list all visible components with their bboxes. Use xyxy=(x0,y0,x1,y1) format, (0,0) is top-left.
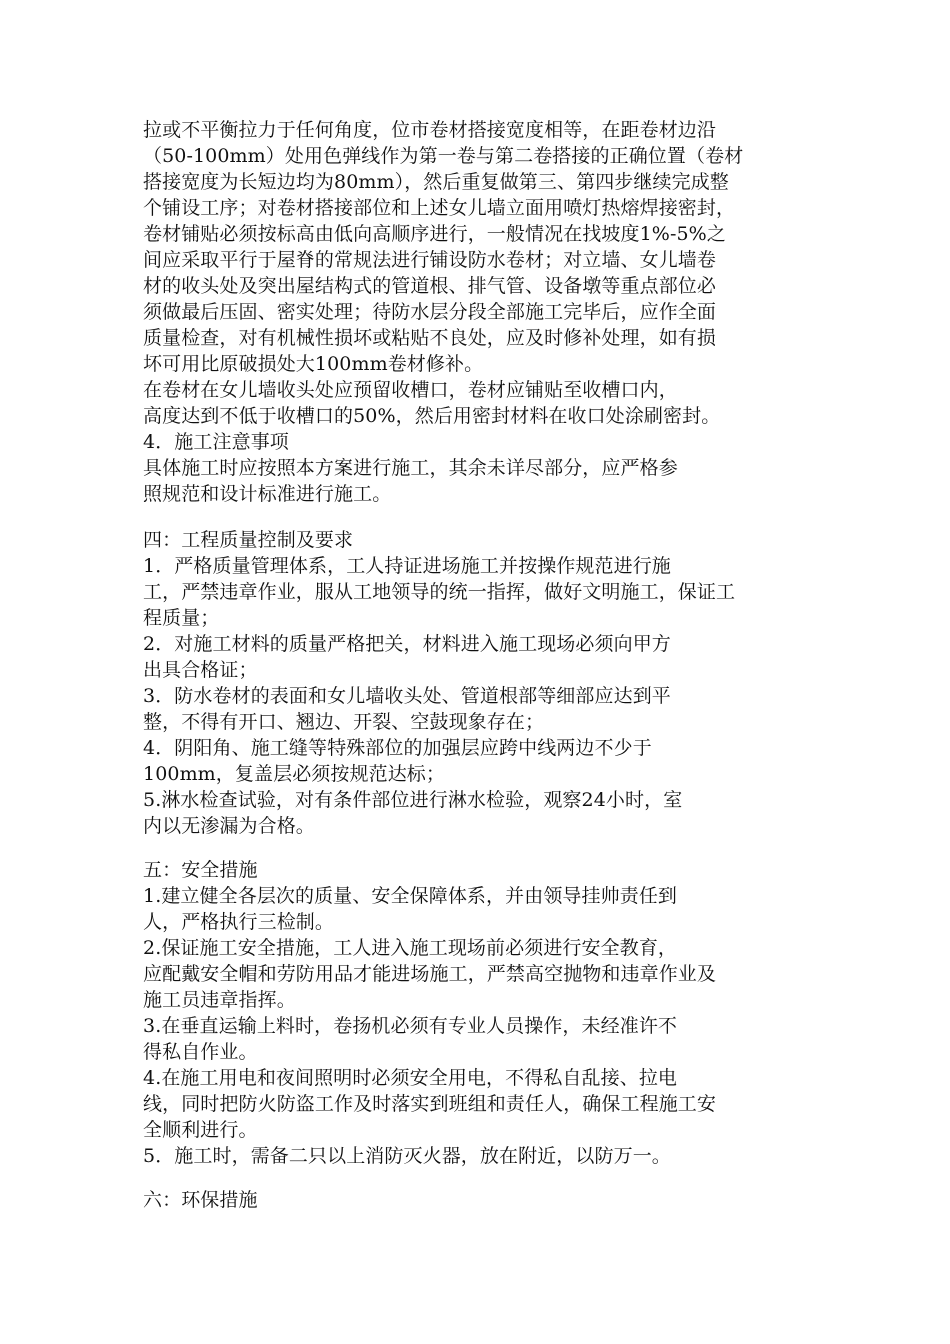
text-line: 内以无渗漏为合格。 xyxy=(143,815,315,837)
text-line: 应配戴安全帽和劳防用品才能进场施工，严禁高空抛物和违章作业及 xyxy=(143,963,717,985)
text-line: （50-100mm）处用色弹线作为第一卷与第二卷搭接的正确位置（卷材 xyxy=(143,145,744,167)
section-heading: 四：工程质量控制及要求 xyxy=(143,529,354,551)
text-line: 须做最后压固、密实处理；待防水层分段全部施工完毕后，应作全面 xyxy=(143,301,717,323)
text-line: 质量检查，对有机械性损坏或粘贴不良处，应及时修补处理，如有损 xyxy=(143,327,717,349)
text-line: 卷材铺贴必须按标高由低向高顺序进行，一般情况在找坡度1%-5%之 xyxy=(143,223,726,245)
text-line: 拉或不平衡拉力于任何角度，位市卷材搭接宽度相等，在距卷材边沿 xyxy=(143,119,717,141)
text-line: 4.在施工用电和夜间照明时必须安全用电，不得私自乱接、拉电 xyxy=(143,1067,678,1089)
text-line: 整，不得有开口、翘边、开裂、空鼓现象存在； xyxy=(143,711,545,733)
text-line: 3．防水卷材的表面和女儿墙收头处、管道根部等细部应达到平 xyxy=(143,685,671,707)
text-line: 人，严格执行三检制。 xyxy=(143,911,335,933)
text-line: 1．严格质量管理体系，工人持证进场施工并按操作规范进行施 xyxy=(143,555,671,577)
text-line: 5.淋水检查试验，对有条件部位进行淋水检验，观察24小时，室 xyxy=(143,789,683,811)
text-line: 工，严禁违章作业，服从工地领导的统一指挥，做好文明施工，保证工 xyxy=(143,581,736,603)
text-line: 程质量； xyxy=(143,607,220,629)
text-line: 3.在垂直运输上料时，卷扬机必须有专业人员操作，未经准许不 xyxy=(143,1015,678,1037)
section-heading: 五：安全措施 xyxy=(143,859,258,881)
text-line: 间应采取平行于屋脊的常规法进行铺设防水卷材；对立墙、女儿墙卷 xyxy=(143,249,717,271)
text-line: 坏可用比原破损处大100mm卷材修补。 xyxy=(143,353,484,375)
text-line: 2.保证施工安全措施，工人进入施工现场前必须进行安全教育， xyxy=(143,937,678,959)
text-line: 4．阴阳角、施工缝等特殊部位的加强层应跨中线两边不少于 xyxy=(143,737,652,759)
section-heading: 六：环保措施 xyxy=(143,1189,258,1211)
text-line: 线，同时把防火防盗工作及时落实到班组和责任人，确保工程施工安 xyxy=(143,1093,717,1115)
text-line: 在卷材在女儿墙收头处应预留收槽口，卷材应铺贴至收槽口内， xyxy=(143,379,678,401)
text-line: 高度达到不低于收槽口的50%，然后用密封材料在收口处涂刷密封。 xyxy=(143,405,721,427)
text-line: 5．施工时，需备二只以上消防灭火器，放在附近，以防万一。 xyxy=(143,1145,671,1167)
text-line: 具体施工时应按照本方案进行施工，其余未详尽部分，应严格参 xyxy=(143,457,678,479)
text-line: 得私自作业。 xyxy=(143,1041,258,1063)
text-line: 出具合格证； xyxy=(143,659,258,681)
text-line: 搭接宽度为长短边均为80mm），然后重复做第三、第四步继续完成整 xyxy=(143,171,729,193)
text-line: 100mm，复盖层必须按规范达标； xyxy=(143,763,445,785)
text-line: 1.建立健全各层次的质量、安全保障体系，并由领导挂帅责任到 xyxy=(143,885,678,907)
text-line: 材的收头处及突出屋结构式的管道根、排气管、设备墩等重点部位必 xyxy=(143,275,717,297)
section-heading: 4．施工注意事项 xyxy=(143,431,289,453)
text-line: 2．对施工材料的质量严格把关，材料进入施工现场必须向甲方 xyxy=(143,633,671,655)
text-line: 个铺设工序；对卷材搭接部位和上述女儿墙立面用喷灯热熔焊接密封， xyxy=(143,197,736,219)
text-line: 施工员违章指挥。 xyxy=(143,989,296,1011)
text-line: 照规范和设计标准进行施工。 xyxy=(143,483,392,505)
text-line: 全顺利进行。 xyxy=(143,1119,258,1141)
